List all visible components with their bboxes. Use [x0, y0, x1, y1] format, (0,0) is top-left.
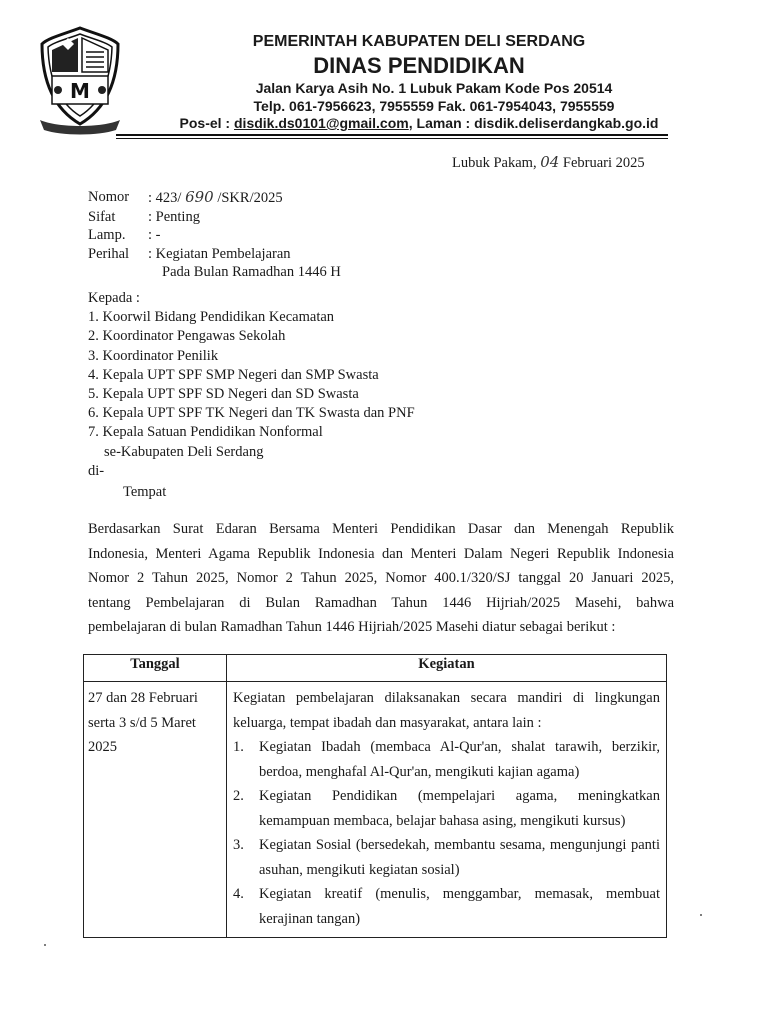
meta-label: Perihal [88, 245, 130, 262]
website-label: , Laman : [408, 115, 475, 131]
body-line: Berdasarkan Surat Edaran Bersama Menteri Pendidikan Dasar dan Menengah Republik [88, 521, 674, 537]
meta-label: Lamp. [88, 227, 126, 243]
letterhead-divider-thin [116, 138, 668, 139]
activity-text: Kegiatan kreatif (menulis, menggambar, memasak, membuat kerajinan tangan) [259, 886, 660, 927]
date-line: serta 3 s/d 5 Maret [88, 714, 196, 731]
cell-kegiatan [227, 682, 667, 938]
body-line: Indonesia, Menteri Agama Republik Indonesia dan Menteri Dalam Negeri Republik Indonesia [88, 545, 674, 562]
svg-text:M: M [70, 79, 90, 103]
meta-lamp [88, 226, 341, 245]
cell-tanggal [84, 682, 227, 938]
activity-intro: Kegiatan pembelajaran dilaksanakan secara mandiri di lingkungan keluarga, tempat ibadah dan masyarakat, antara lain : [233, 690, 660, 731]
body-line: pembelajaran di bulan Ramadhan Tahun 1446 Hijriah/2025 Masehi diatur sebagai berikut : [88, 619, 616, 635]
recipient-item: 4. Kepala UPT SPF SMP Negeri dan SMP Swasta [88, 366, 379, 383]
list-item: 3. Kegiatan Sosial (bersedekah, membantu sesama, mengunjungi panti asuhan, mengikuti kegiatan sosial) [233, 833, 660, 882]
date-line: 27 dan 28 Februari [88, 690, 198, 706]
government-name: PEMERINTAH KABUPATEN DELI SERDANG [252, 33, 586, 50]
recipient-item: 5. Kepala UPT SPF SD Negeri dan SD Swasta [88, 386, 359, 403]
date-month-year: Februari 2025 [562, 155, 645, 171]
table-header-row [84, 655, 667, 682]
meta-value: : 423/ 690 /SKR/2025 [148, 188, 283, 206]
email-link[interactable]: disdik.ds0101@gmail.com [234, 115, 409, 131]
date-day-handwritten: 04 [540, 153, 560, 171]
recipient-block [88, 289, 415, 502]
date-line: 2025 [88, 739, 117, 755]
letterhead [0, 0, 768, 140]
website-link[interactable]: disdik.deliserdangkab.go.id [474, 115, 659, 131]
recipient-scope: se-Kabupaten Deli Serdang [104, 443, 264, 460]
activity-list [233, 735, 660, 931]
list-item: 2. Kegiatan Pendidikan (mempelajari agama, meningkatkan kemampuan membaca, belajar bahasa asing, mengikuti kursus) [233, 784, 660, 833]
date-place: Lubuk Pakam, [452, 155, 537, 171]
schedule-table [83, 654, 667, 938]
meta-label: Sifat [88, 208, 116, 225]
header-tanggal: Tanggal [84, 655, 227, 682]
meta-perihal-cont: Pada Bulan Ramadhan 1446 H [162, 264, 341, 280]
table-row [84, 682, 667, 938]
recipient-item: 7. Kepala Satuan Pendidikan Nonformal [88, 424, 323, 441]
recipient-di: di- [88, 462, 105, 479]
body-line: Nomor 2 Tahun 2025, Nomor 2 Tahun 2025, Nomor 400.1/320/SJ tanggal 20 Januari 2025, [88, 570, 674, 586]
agency-contact [35, 115, 768, 131]
agency-address: Jalan Karya Asih No. 1 Lubuk Pakam Kode Pos 20514 [255, 80, 613, 96]
meta-value: : Penting [148, 208, 200, 225]
recipient-tempat: Tempat [123, 484, 167, 501]
meta-value: : - [148, 227, 161, 243]
scan-speck [44, 944, 46, 946]
meta-nomor [88, 188, 341, 208]
letterhead-divider [116, 134, 668, 136]
activity-text: Kegiatan Pendidikan (mempelajari agama, meningkatkan kemampuan membaca, belajar bahasa asing, mengikuti kursus) [259, 788, 660, 829]
header-kegiatan: Kegiatan [227, 655, 667, 682]
recipient-item: 6. Kepala UPT SPF TK Negeri dan TK Swasta dan PNF [88, 405, 415, 422]
nomor-handwritten: 690 [185, 188, 214, 206]
agency-name: DINAS PENDIDIKAN [313, 53, 525, 78]
recipient-item: 1. Koorwil Bidang Pendidikan Kecamatan [88, 309, 335, 326]
email-label: Pos-el : [179, 115, 234, 131]
list-item: 4. Kegiatan kreatif (menulis, menggambar, memasak, membuat kerajinan tangan) [233, 882, 660, 931]
meta-label: Nomor [88, 189, 130, 205]
meta-perihal [88, 245, 341, 264]
list-item: 1. Kegiatan Ibadah (membaca Al-Qur'an, shalat tarawih, berzikir, berdoa, menghafal Al-Qur'an, mengikuti kajian agama) [233, 735, 660, 784]
body-paragraph [88, 517, 674, 640]
recipient-heading: Kepada : [88, 290, 140, 306]
scan-speck [700, 914, 702, 916]
letter-meta [88, 188, 341, 282]
agency-phone: Telp. 061-7956623, 7955559 Fak. 061-7954043, 7955559 [253, 98, 615, 114]
meta-value: : Kegiatan Pembelajaran [148, 245, 291, 262]
meta-sifat [88, 208, 341, 227]
body-line: tentang Pembelajaran di Bulan Ramadhan Tahun 1446 Hijriah/2025 Masehi, bahwa [88, 594, 674, 611]
recipient-item: 2. Koordinator Pengawas Sekolah [88, 328, 286, 345]
letter-date [452, 153, 645, 172]
activity-text: Kegiatan Ibadah (membaca Al-Qur'an, shalat tarawih, berzikir, berdoa, menghafal Al-Qur'an, mengikuti kajian agama) [259, 739, 660, 780]
activity-text: Kegiatan Sosial (bersedekah, membantu sesama, mengunjungi panti asuhan, mengikuti kegiatan sosial) [259, 837, 660, 878]
recipient-item: 3. Koordinator Penilik [88, 347, 219, 364]
